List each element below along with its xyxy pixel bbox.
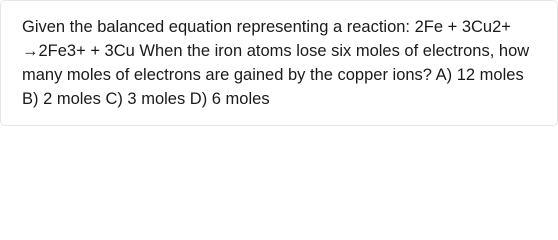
question-text: Given the balanced equation representing a reaction: 2Fe + 3Cu2+ →2Fe3+ + 3Cu When the iron atoms lose six moles of electrons, how many moles of electrons are gained by the copper ions? A) 12 moles B) 2 moles C) 3 moles D) 6 moles xyxy=(22,18,530,108)
